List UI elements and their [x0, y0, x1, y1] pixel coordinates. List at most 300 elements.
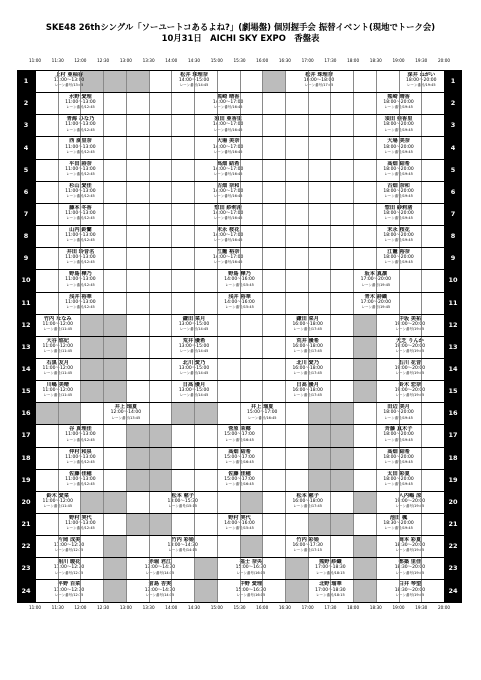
grid-hline — [17, 602, 462, 603]
time-footer-label: 17:00 — [301, 604, 314, 610]
member-name: 大場 美奈 — [216, 138, 240, 145]
blocked-slot — [103, 579, 126, 601]
slot-time: 14:00〜17:00 — [212, 255, 244, 261]
lane-note: レーン番号/11:45 — [43, 326, 73, 331]
lane-note: レーン番号/14:15 — [145, 570, 175, 575]
member-name: 福士 奈央 — [239, 559, 263, 566]
member-slot[interactable] — [376, 338, 444, 358]
member-slot[interactable] — [376, 581, 444, 601]
blocked-slot — [194, 557, 217, 579]
lane-note: レーン番号/17:45 — [293, 371, 322, 376]
lane-note: レーン番号/15:45 — [225, 304, 254, 309]
member-slot[interactable] — [35, 537, 103, 557]
member-name: 斉藤 真木子 — [384, 426, 413, 433]
member-name: 田辺 美月 — [387, 404, 410, 411]
slot-time: 11:00〜13:00 — [65, 233, 96, 239]
time-footer-label: 15:30 — [233, 604, 246, 610]
time-header-label: 14:00 — [165, 58, 178, 63]
member-slot[interactable] — [376, 360, 444, 380]
lane-note: レーン番号/12:45 — [66, 437, 95, 442]
slot-time: 14:00〜16:00 — [224, 521, 255, 527]
member-name: 西 満里奈 — [69, 138, 92, 145]
row-number-right: 12 — [448, 320, 458, 329]
grid-hline — [17, 447, 462, 448]
member-slot[interactable] — [126, 537, 240, 557]
slot-time: 17:00〜18:30 — [315, 587, 346, 593]
lane-note: レーン番号/13:45 — [111, 415, 141, 420]
member-name: 青海 ひな乃 — [66, 116, 95, 123]
slot-time: 11:00〜12:30 — [53, 565, 85, 571]
member-slot[interactable] — [376, 316, 444, 336]
row-number-right: 11 — [448, 298, 458, 307]
member-slot[interactable] — [35, 72, 103, 92]
lane-note: レーン番号/12:45 — [66, 526, 95, 531]
member-name: 日高 優月 — [182, 382, 206, 389]
member-name: 高畑 結希 — [387, 448, 410, 455]
slot-time: 11:00〜13:00 — [65, 277, 96, 283]
member-name: 浅井 裕華 — [228, 293, 251, 300]
member-name: 熊崎 晴香 — [216, 94, 240, 101]
member-slot[interactable] — [217, 581, 285, 601]
slot-time: 11:00〜12:30 — [53, 587, 85, 593]
slot-time: 19:00〜20:00 — [394, 388, 426, 394]
slot-time: 16:00〜18:00 — [292, 498, 323, 504]
member-slot[interactable] — [171, 161, 285, 181]
row-number-right: 3 — [450, 121, 456, 130]
time-header-label: 14:30 — [188, 58, 201, 63]
slot-time: 11:00〜12:30 — [53, 543, 85, 549]
member-name: 北野 瑠華 — [319, 581, 342, 588]
member-name: 井上 瑠夏 — [114, 404, 138, 411]
member-name: 竹内 彩姫 — [296, 537, 319, 544]
lane-note: レーン番号/19:45 — [384, 127, 413, 132]
grid-hline — [17, 247, 462, 248]
lane-note: レーン番号/16:45 — [225, 459, 254, 464]
lane-note: レーン番号/12:45 — [66, 149, 95, 154]
member-name: 鎌田 菜月 — [296, 315, 319, 322]
slot-time: 17:00〜20:00 — [360, 277, 392, 283]
slot-time: 18:00〜20:00 — [383, 188, 414, 194]
grid-hline — [17, 269, 462, 270]
lane-note: レーン番号/14:45 — [179, 371, 209, 376]
time-header-label: 11:30 — [51, 58, 64, 63]
time-footer-label: 14:30 — [188, 604, 201, 610]
lane-note: レーン番号/13:45 — [54, 83, 84, 88]
member-name: 深井 ねがい — [407, 72, 436, 78]
lane-note: レーン番号/16:45 — [225, 437, 254, 442]
slot-time: 16:00〜18:00 — [292, 343, 323, 349]
slot-time: 19:00〜20:00 — [394, 343, 426, 349]
slot-time: 13:00〜15:00 — [178, 321, 210, 327]
slot-time: 14:00〜16:00 — [224, 277, 255, 283]
blocked-slot — [353, 579, 376, 601]
row-number-left: 17 — [21, 431, 31, 440]
blocked-slot — [285, 579, 308, 601]
member-name: 白井 琴望 — [398, 581, 422, 588]
time-footer-label: 13:00 — [119, 604, 132, 610]
slot-time: 16:00〜18:00 — [292, 321, 323, 327]
slot-time: 15:00〜16:30 — [235, 565, 267, 571]
row-number-left: 3 — [23, 121, 29, 130]
slot-time: 19:00〜20:00 — [394, 321, 426, 327]
slot-time: 18:00〜20:00 — [383, 166, 414, 172]
row-number-left: 1 — [23, 77, 29, 86]
member-name: 野村 実代 — [228, 515, 251, 521]
lane-note: レーン番号/15:45 — [225, 282, 254, 287]
member-name: 中坂 美祐 — [398, 315, 422, 322]
lane-note: レーン番号/17:45 — [293, 349, 322, 354]
member-name: 野島 樺乃 — [69, 271, 92, 278]
slot-time: 11:00〜13:00 — [65, 210, 96, 216]
time-header-label: 16:00 — [256, 58, 269, 63]
member-name: 野島 樺乃 — [228, 271, 251, 278]
lane-note: レーン番号/12:45 — [66, 481, 95, 486]
lane-note: レーン番号/19:45 — [384, 260, 413, 265]
slot-time: 14:00〜17:00 — [212, 166, 244, 172]
lane-note: レーン番号/19:45 — [384, 481, 413, 486]
slot-time: 11:00〜13:00 — [65, 188, 96, 194]
slot-time: 13:00〜15:30 — [167, 498, 198, 504]
member-name: 青木 詩織 — [364, 293, 388, 300]
grid-hline — [17, 535, 462, 536]
member-name: 末永 桜花 — [387, 227, 410, 234]
member-slot[interactable] — [35, 559, 103, 579]
member-slot[interactable] — [285, 72, 353, 92]
member-slot[interactable] — [376, 382, 444, 402]
blocked-slot — [353, 314, 376, 336]
member-name: 北川 愛乃 — [182, 359, 206, 366]
lane-note: レーン番号/12:45 — [66, 304, 95, 309]
blocked-slot — [353, 380, 376, 402]
member-slot[interactable] — [171, 116, 285, 136]
member-name: 熊野 紗織 — [319, 559, 342, 566]
grid-hline — [17, 402, 462, 403]
slot-time: 16:00〜18:00 — [292, 366, 323, 372]
member-name: 末永 桜花 — [216, 227, 240, 234]
member-slot[interactable] — [126, 493, 240, 513]
blocked-slot — [353, 491, 376, 513]
slot-time: 11:00〜12:00 — [42, 343, 73, 349]
grid-hline — [17, 225, 462, 226]
member-name: 日高 優月 — [296, 382, 319, 389]
member-name: 松本 慈子 — [171, 492, 194, 499]
slot-time: 12:00〜14:00 — [110, 410, 142, 416]
time-footer-label: 17:30 — [324, 604, 337, 610]
lane-note: レーン番号/12:45 — [66, 260, 95, 265]
time-header-label: 11:00 — [28, 58, 42, 63]
time-header-label: 15:30 — [233, 58, 246, 63]
row-number-left: 8 — [23, 232, 29, 241]
time-header-label: 15:00 — [210, 58, 223, 63]
member-name: 池田 楓 — [389, 515, 408, 521]
slot-time: 18:00〜20:00 — [383, 144, 414, 150]
member-slot[interactable] — [171, 205, 285, 225]
member-name: 荒井 優希 — [182, 337, 206, 344]
slot-time: 14:00〜17:00 — [212, 188, 244, 194]
blocked-slot — [194, 579, 217, 601]
time-footer-label: 13:30 — [142, 604, 155, 610]
slot-time: 16:00〜18:00 — [292, 388, 323, 394]
grid-hline — [17, 513, 462, 514]
member-name: 赤堀 君江 — [148, 559, 172, 566]
lane-note: レーン番号/19:45 — [361, 282, 391, 287]
time-footer-label: 11:00 — [28, 604, 42, 610]
member-name: 竹内 ななみ — [43, 315, 72, 322]
slot-time: 18:00〜20:00 — [383, 432, 414, 438]
time-header-label: 19:30 — [415, 58, 428, 63]
lane-note: レーン番号/12:45 — [66, 127, 95, 132]
member-name: 上村 亜柚香 — [55, 72, 83, 78]
member-name: 大場 美奈 — [387, 138, 410, 145]
member-name: 佐藤 佳穂 — [228, 470, 251, 477]
lane-note: レーン番号/19:45 — [395, 371, 425, 376]
lane-note: レーン番号/18:15 — [316, 570, 345, 575]
slot-time: 11:00〜12:00 — [42, 366, 73, 372]
row-number-right: 5 — [450, 165, 456, 174]
slot-time: 18:00〜20:00 — [383, 410, 414, 416]
grid-hline — [17, 292, 462, 293]
slot-time: 15:00〜17:00 — [224, 476, 255, 482]
member-slot[interactable] — [35, 581, 103, 601]
row-number-right: 19 — [448, 475, 458, 484]
row-number-right: 24 — [448, 586, 458, 595]
lane-note: レーン番号/11:45 — [43, 504, 73, 509]
slot-time: 18:00〜20:00 — [406, 78, 437, 84]
member-name: 惣田 紗莉渚 — [384, 204, 413, 211]
member-slot[interactable] — [126, 581, 194, 601]
grid-hline — [17, 114, 462, 115]
lane-note: レーン番号/16:45 — [213, 105, 243, 110]
row-number-right: 6 — [450, 187, 456, 196]
slot-time: 15:00〜17:00 — [224, 432, 255, 438]
row-number-left: 15 — [21, 387, 31, 396]
member-name: 菅原 茉椰 — [228, 426, 251, 433]
member-name: 惣田 紗莉渚 — [214, 204, 242, 211]
lane-note: レーン番号/16:45 — [213, 171, 243, 176]
member-slot[interactable] — [126, 559, 194, 579]
member-name: 松井 珠理奈 — [305, 72, 333, 78]
slot-time: 13:00〜15:00 — [178, 388, 210, 394]
row-number-left: 9 — [23, 254, 29, 263]
member-slot[interactable] — [171, 183, 285, 203]
member-name: 井上 瑠夏 — [250, 404, 274, 411]
row-number-right: 18 — [448, 453, 458, 462]
slot-time: 18:30〜20:00 — [383, 521, 414, 527]
lane-note: レーン番号/11:45 — [43, 349, 73, 354]
row-number-right: 22 — [448, 542, 458, 551]
row-number-left: 4 — [23, 143, 29, 152]
slot-time: 11:00〜13:00 — [65, 299, 96, 305]
time-header-label: 13:00 — [119, 58, 132, 63]
member-name: 入内嶋 涼 — [398, 492, 422, 499]
member-slot[interactable] — [217, 559, 285, 579]
member-name: 佐藤 佳穂 — [69, 470, 92, 477]
member-slot[interactable] — [171, 138, 285, 158]
member-name: 北川 愛乃 — [296, 359, 319, 366]
row-number-left: 13 — [21, 342, 31, 351]
slot-time: 16:00〜18:00 — [303, 78, 335, 84]
lane-note: レーン番号/19:45 — [384, 216, 413, 221]
member-name: 浅井 裕華 — [69, 293, 92, 300]
member-name: 古畑 奈和 — [216, 182, 240, 189]
lane-note: レーン番号/19:45 — [395, 592, 425, 597]
slot-time: 11:00〜13:00 — [65, 454, 96, 460]
slot-time: 18:00〜20:00 — [383, 233, 414, 239]
grid-hline — [17, 70, 462, 71]
member-slot[interactable] — [171, 94, 285, 114]
member-slot[interactable] — [171, 249, 285, 269]
lane-note: レーン番号/19:45 — [395, 393, 425, 398]
lane-note: レーン番号/19:45 — [384, 149, 413, 154]
row-number-left: 16 — [21, 409, 31, 418]
member-slot[interactable] — [376, 559, 444, 579]
lane-note: レーン番号/17:15 — [293, 548, 322, 553]
lane-note: レーン番号/17:45 — [304, 83, 334, 88]
member-name: 竹内 彩姫 — [171, 537, 194, 544]
lane-note: レーン番号/12:45 — [66, 171, 95, 176]
row-number-left: 23 — [21, 564, 31, 573]
time-footer-label: 11:30 — [51, 604, 64, 610]
lane-note: レーン番号/19:45 — [384, 105, 413, 110]
slot-time: 11:00〜13:00 — [65, 144, 96, 150]
slot-time: 11:00〜12:00 — [42, 321, 73, 327]
slot-time: 18:00〜20:00 — [383, 476, 414, 482]
slot-time: 14:00〜17:00 — [212, 233, 244, 239]
lane-note: レーン番号/17:45 — [293, 504, 322, 509]
member-name: 仲村 和泉 — [69, 448, 92, 455]
time-footer-label: 14:00 — [165, 604, 178, 610]
blocked-slot — [240, 535, 263, 557]
member-name: 倉島 杏実 — [148, 581, 172, 588]
grid-hline — [17, 159, 462, 160]
row-number-left: 18 — [21, 453, 31, 462]
blocked-slot — [103, 557, 126, 579]
lane-note: レーン番号/14:45 — [179, 393, 209, 398]
member-name: 石川 花音 — [398, 359, 422, 366]
lane-note: レーン番号/19:45 — [395, 326, 425, 331]
time-header-label: 12:30 — [97, 58, 110, 63]
slot-time: 18:30〜20:00 — [394, 565, 426, 571]
lane-note: レーン番号/16:45 — [213, 149, 243, 154]
time-header-label: 17:30 — [324, 58, 337, 63]
member-name: 江籠 裕奈 — [216, 249, 240, 256]
slot-time: 14:00〜16:00 — [224, 299, 255, 305]
member-slot[interactable] — [376, 493, 444, 513]
slot-time: 17:00〜20:00 — [360, 299, 392, 305]
lane-note: レーン番号/14:45 — [179, 349, 209, 354]
member-name: 谷 真理佳 — [69, 426, 92, 433]
slot-time: 11:00〜13:00 — [65, 521, 96, 527]
row-number-left: 19 — [21, 475, 31, 484]
member-name: 岡本 彩夏 — [398, 537, 422, 544]
blocked-slot — [103, 535, 126, 557]
slot-time: 11:00〜12:00 — [42, 498, 73, 504]
lane-note: レーン番号/16:45 — [213, 127, 243, 132]
slot-time: 14:00〜15:00 — [178, 78, 210, 84]
row-number-right: 7 — [450, 209, 456, 218]
member-name: 藤本 冬香 — [69, 204, 92, 211]
member-name: 須田 亜香里 — [384, 116, 413, 123]
lane-note: レーン番号/19:45 — [384, 526, 413, 531]
lane-note: レーン番号/12:45 — [66, 194, 95, 199]
event-title: SKE48 26thシングル「ソーユートコあるよね?」(劇場盤) 個別握手会 振替イベント(現地でトーク会) — [45, 22, 436, 32]
lane-note: レーン番号/14:45 — [179, 83, 209, 88]
member-name: 鈴木 愛菜 — [46, 492, 69, 499]
lane-note: レーン番号/12:45 — [66, 282, 95, 287]
time-header-label: 19:00 — [392, 58, 405, 63]
slot-time: 13:00〜15:00 — [178, 366, 210, 372]
row-number-left: 20 — [21, 497, 31, 506]
member-name: 片岡 成美 — [57, 537, 81, 544]
member-name: 熊崎 晴香 — [387, 94, 410, 101]
row-number-left: 5 — [23, 165, 29, 174]
time-footer-label: 16:30 — [278, 604, 291, 610]
member-name: 高畑 結希 — [216, 160, 240, 167]
time-footer-label: 12:00 — [74, 604, 87, 610]
lane-note: レーン番号/12:15 — [54, 592, 84, 597]
row-number-right: 8 — [450, 232, 456, 241]
member-name: 野村 実代 — [69, 515, 92, 521]
slot-time: 11:00〜13:00 — [65, 122, 96, 128]
blocked-slot — [285, 557, 308, 579]
grid-hline — [17, 469, 462, 470]
slot-time: 14:00〜17:00 — [212, 100, 244, 106]
slot-time: 13:00〜14:30 — [144, 565, 176, 571]
lane-note: レーン番号/19:45 — [384, 194, 413, 199]
row-number-left: 11 — [21, 298, 31, 307]
time-header-label: 17:00 — [301, 58, 314, 63]
member-slot[interactable] — [171, 227, 285, 247]
event-date-venue: 10月31日 AICHI SKY EXPO 香盤表 — [161, 33, 320, 43]
lane-note: レーン番号/15:15 — [168, 504, 198, 509]
lane-note: レーン番号/12:45 — [66, 238, 95, 243]
lane-note: レーン番号/17:45 — [293, 393, 322, 398]
member-name: 平田 詩奈 — [69, 160, 92, 167]
slot-time: 14:00〜17:00 — [212, 122, 244, 128]
row-number-right: 10 — [448, 276, 458, 285]
lane-note: レーン番号/19:45 — [384, 415, 413, 420]
slot-time: 18:00〜20:00 — [383, 122, 414, 128]
slot-time: 11:00〜13:00 — [65, 166, 96, 172]
member-slot[interactable] — [376, 537, 444, 557]
grid-hline — [17, 336, 462, 337]
member-name: 都築 里佳 — [398, 559, 422, 566]
grid-hline — [17, 92, 462, 93]
blocked-slot — [353, 336, 376, 358]
lane-note: レーン番号/19:45 — [406, 83, 436, 88]
row-number-right: 17 — [448, 431, 458, 440]
lane-note: レーン番号/12:45 — [66, 105, 95, 110]
time-footer-label: 16:00 — [256, 604, 269, 610]
slot-time: 11:00〜13:00 — [65, 432, 96, 438]
lane-note: レーン番号/11:45 — [43, 371, 73, 376]
member-name: 大芝 りんか — [396, 337, 424, 344]
member-name: 相川 暖花 — [57, 559, 81, 566]
time-footer-label: 18:00 — [347, 604, 360, 610]
member-name: 鈴木 恋奈 — [398, 382, 422, 389]
slot-time: 11:00〜13:00 — [65, 100, 96, 106]
blocked-slot — [262, 70, 285, 92]
lane-note: レーン番号/16:45 — [247, 415, 277, 420]
lane-note: レーン番号/19:45 — [395, 548, 425, 553]
lane-note: レーン番号/19:45 — [395, 349, 425, 354]
grid-hline — [17, 491, 462, 492]
time-footer-label: 19:00 — [392, 604, 405, 610]
lane-note: レーン番号/17:45 — [293, 326, 322, 331]
slot-time: 18:30〜20:00 — [394, 587, 426, 593]
lane-note: レーン番号/18:15 — [316, 592, 345, 597]
lane-note: レーン番号/19:45 — [395, 570, 425, 575]
